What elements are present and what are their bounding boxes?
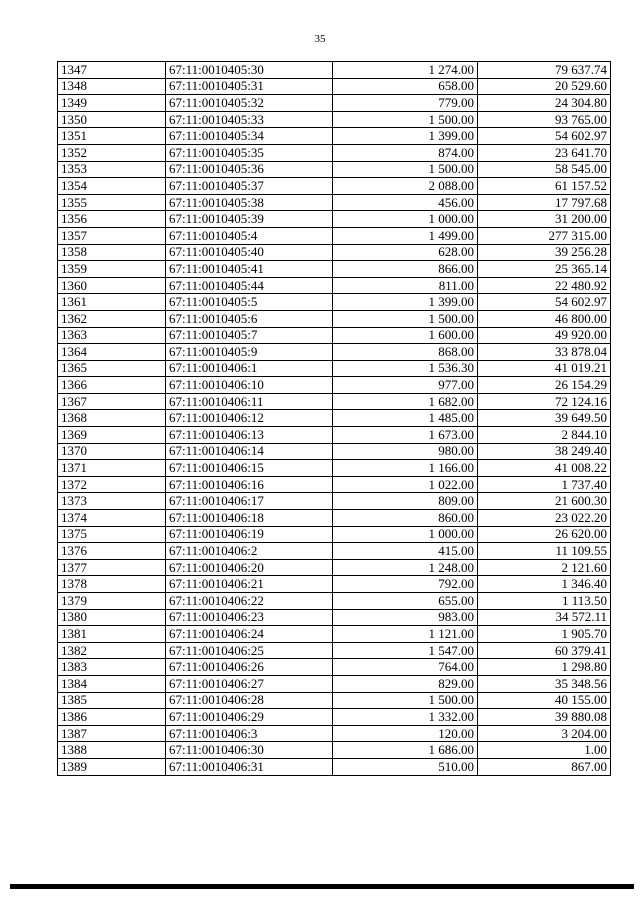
table-row bbox=[58, 576, 611, 593]
area-cell: 1 332.00 bbox=[333, 709, 478, 726]
row-number-cell: 1385 bbox=[58, 692, 166, 709]
area-cell: 510.00 bbox=[333, 758, 478, 775]
table-row bbox=[58, 692, 611, 709]
table-row bbox=[58, 593, 611, 610]
row-number-cell: 1358 bbox=[58, 244, 166, 261]
row-number-cell: 1380 bbox=[58, 609, 166, 626]
cadastral-number-cell: 67:11:0010406:23 bbox=[166, 609, 333, 626]
value-cell: 25 365.14 bbox=[478, 261, 611, 278]
row-number-cell: 1357 bbox=[58, 227, 166, 244]
cadastral-number-cell: 67:11:0010406:1 bbox=[166, 360, 333, 377]
table-row bbox=[58, 161, 611, 178]
cadastral-number-cell: 67:11:0010406:28 bbox=[166, 692, 333, 709]
area-cell: 1 500.00 bbox=[333, 310, 478, 327]
row-number-cell: 1378 bbox=[58, 576, 166, 593]
table-row bbox=[58, 211, 611, 228]
cadastral-number-cell: 67:11:0010406:20 bbox=[166, 559, 333, 576]
table-row bbox=[58, 393, 611, 410]
value-cell: 39 880.08 bbox=[478, 709, 611, 726]
area-cell: 1 500.00 bbox=[333, 161, 478, 178]
cadastral-number-cell: 67:11:0010405:32 bbox=[166, 95, 333, 112]
area-cell: 983.00 bbox=[333, 609, 478, 626]
row-number-cell: 1362 bbox=[58, 310, 166, 327]
area-cell: 655.00 bbox=[333, 593, 478, 610]
value-cell: 93 765.00 bbox=[478, 111, 611, 128]
cadastral-number-cell: 67:11:0010405:40 bbox=[166, 244, 333, 261]
row-number-cell: 1373 bbox=[58, 493, 166, 510]
table-row bbox=[58, 78, 611, 95]
cadastral-number-cell: 67:11:0010406:21 bbox=[166, 576, 333, 593]
table-row bbox=[58, 476, 611, 493]
row-number-cell: 1371 bbox=[58, 460, 166, 477]
row-number-cell: 1384 bbox=[58, 675, 166, 692]
table-row bbox=[58, 758, 611, 775]
cadastral-number-cell: 67:11:0010406:26 bbox=[166, 659, 333, 676]
cadastral-number-cell: 67:11:0010406:22 bbox=[166, 593, 333, 610]
table-row bbox=[58, 111, 611, 128]
value-cell: 40 155.00 bbox=[478, 692, 611, 709]
value-cell: 60 379.41 bbox=[478, 642, 611, 659]
cadastral-number-cell: 67:11:0010405:5 bbox=[166, 294, 333, 311]
row-number-cell: 1364 bbox=[58, 344, 166, 361]
cadastral-number-cell: 67:11:0010406:12 bbox=[166, 410, 333, 427]
area-cell: 1 536.30 bbox=[333, 360, 478, 377]
value-cell: 26 620.00 bbox=[478, 526, 611, 543]
row-number-cell: 1389 bbox=[58, 758, 166, 775]
cadastral-number-cell: 67:11:0010405:4 bbox=[166, 227, 333, 244]
table-row bbox=[58, 227, 611, 244]
row-number-cell: 1363 bbox=[58, 327, 166, 344]
value-cell: 46 800.00 bbox=[478, 310, 611, 327]
value-cell: 33 878.04 bbox=[478, 344, 611, 361]
value-cell: 41 008.22 bbox=[478, 460, 611, 477]
cadastral-number-cell: 67:11:0010406:10 bbox=[166, 377, 333, 394]
area-cell: 1 000.00 bbox=[333, 526, 478, 543]
area-cell: 1 499.00 bbox=[333, 227, 478, 244]
cadastral-number-cell: 67:11:0010405:31 bbox=[166, 78, 333, 95]
table-row bbox=[58, 62, 611, 79]
area-cell: 1 500.00 bbox=[333, 111, 478, 128]
value-cell: 39 256.28 bbox=[478, 244, 611, 261]
table-row bbox=[58, 642, 611, 659]
value-cell: 26 154.29 bbox=[478, 377, 611, 394]
area-cell: 792.00 bbox=[333, 576, 478, 593]
table-row bbox=[58, 277, 611, 294]
table-body bbox=[58, 62, 611, 776]
value-cell: 11 109.55 bbox=[478, 543, 611, 560]
value-cell: 54 602.97 bbox=[478, 128, 611, 145]
value-cell: 41 019.21 bbox=[478, 360, 611, 377]
row-number-cell: 1377 bbox=[58, 559, 166, 576]
row-number-cell: 1365 bbox=[58, 360, 166, 377]
value-cell: 79 637.74 bbox=[478, 62, 611, 79]
cadastral-number-cell: 67:11:0010405:7 bbox=[166, 327, 333, 344]
cadastral-number-cell: 67:11:0010406:11 bbox=[166, 393, 333, 410]
area-cell: 658.00 bbox=[333, 78, 478, 95]
table-row bbox=[58, 543, 611, 560]
row-number-cell: 1351 bbox=[58, 128, 166, 145]
row-number-cell: 1381 bbox=[58, 626, 166, 643]
value-cell: 24 304.80 bbox=[478, 95, 611, 112]
row-number-cell: 1349 bbox=[58, 95, 166, 112]
value-cell: 39 649.50 bbox=[478, 410, 611, 427]
value-cell: 34 572.11 bbox=[478, 609, 611, 626]
area-cell: 829.00 bbox=[333, 675, 478, 692]
area-cell: 456.00 bbox=[333, 194, 478, 211]
row-number-cell: 1356 bbox=[58, 211, 166, 228]
row-number-cell: 1382 bbox=[58, 642, 166, 659]
table-row bbox=[58, 443, 611, 460]
table-row bbox=[58, 327, 611, 344]
table-row bbox=[58, 178, 611, 195]
area-cell: 120.00 bbox=[333, 725, 478, 742]
area-cell: 2 088.00 bbox=[333, 178, 478, 195]
cadastral-number-cell: 67:11:0010406:2 bbox=[166, 543, 333, 560]
area-cell: 980.00 bbox=[333, 443, 478, 460]
value-cell: 31 200.00 bbox=[478, 211, 611, 228]
page-number: 35 bbox=[314, 33, 326, 45]
row-number-cell: 1361 bbox=[58, 294, 166, 311]
cadastral-number-cell: 67:11:0010405:36 bbox=[166, 161, 333, 178]
table-row bbox=[58, 510, 611, 527]
cadastral-number-cell: 67:11:0010405:6 bbox=[166, 310, 333, 327]
area-cell: 1 600.00 bbox=[333, 327, 478, 344]
cadastral-number-cell: 67:11:0010405:38 bbox=[166, 194, 333, 211]
table-row bbox=[58, 144, 611, 161]
cadastral-number-cell: 67:11:0010405:39 bbox=[166, 211, 333, 228]
table-row bbox=[58, 725, 611, 742]
value-cell: 20 529.60 bbox=[478, 78, 611, 95]
area-cell: 1 500.00 bbox=[333, 692, 478, 709]
area-cell: 811.00 bbox=[333, 277, 478, 294]
row-number-cell: 1369 bbox=[58, 427, 166, 444]
row-number-cell: 1368 bbox=[58, 410, 166, 427]
row-number-cell: 1387 bbox=[58, 725, 166, 742]
value-cell: 1 905.70 bbox=[478, 626, 611, 643]
row-number-cell: 1375 bbox=[58, 526, 166, 543]
cadastral-number-cell: 67:11:0010405:30 bbox=[166, 62, 333, 79]
table-row bbox=[58, 310, 611, 327]
value-cell: 49 920.00 bbox=[478, 327, 611, 344]
area-cell: 1 274.00 bbox=[333, 62, 478, 79]
row-number-cell: 1352 bbox=[58, 144, 166, 161]
row-number-cell: 1383 bbox=[58, 659, 166, 676]
cadastral-number-cell: 67:11:0010406:3 bbox=[166, 725, 333, 742]
value-cell: 38 249.40 bbox=[478, 443, 611, 460]
row-number-cell: 1367 bbox=[58, 393, 166, 410]
table-row bbox=[58, 559, 611, 576]
cadastral-number-cell: 67:11:0010406:27 bbox=[166, 675, 333, 692]
row-number-cell: 1372 bbox=[58, 476, 166, 493]
value-cell: 1 298.80 bbox=[478, 659, 611, 676]
value-cell: 3 204.00 bbox=[478, 725, 611, 742]
row-number-cell: 1376 bbox=[58, 543, 166, 560]
area-cell: 1 399.00 bbox=[333, 128, 478, 145]
table-row bbox=[58, 675, 611, 692]
row-number-cell: 1354 bbox=[58, 178, 166, 195]
value-cell: 22 480.92 bbox=[478, 277, 611, 294]
value-cell: 2 121.60 bbox=[478, 559, 611, 576]
cadastral-number-cell: 67:11:0010405:44 bbox=[166, 277, 333, 294]
area-cell: 415.00 bbox=[333, 543, 478, 560]
table-row bbox=[58, 659, 611, 676]
area-cell: 977.00 bbox=[333, 377, 478, 394]
cadastral-number-cell: 67:11:0010406:30 bbox=[166, 742, 333, 759]
cadastral-number-cell: 67:11:0010406:29 bbox=[166, 709, 333, 726]
value-cell: 1 113.50 bbox=[478, 593, 611, 610]
cadastral-number-cell: 67:11:0010406:17 bbox=[166, 493, 333, 510]
area-cell: 1 682.00 bbox=[333, 393, 478, 410]
table-row bbox=[58, 360, 611, 377]
cadastral-number-cell: 67:11:0010405:9 bbox=[166, 344, 333, 361]
table-row bbox=[58, 128, 611, 145]
row-number-cell: 1359 bbox=[58, 261, 166, 278]
footer-rule bbox=[10, 884, 634, 889]
cadastral-number-cell: 67:11:0010406:18 bbox=[166, 510, 333, 527]
area-cell: 628.00 bbox=[333, 244, 478, 261]
table-row bbox=[58, 609, 611, 626]
table-row bbox=[58, 194, 611, 211]
value-cell: 1.00 bbox=[478, 742, 611, 759]
area-cell: 1 022.00 bbox=[333, 476, 478, 493]
area-cell: 868.00 bbox=[333, 344, 478, 361]
value-cell: 54 602.97 bbox=[478, 294, 611, 311]
area-cell: 779.00 bbox=[333, 95, 478, 112]
area-cell: 1 248.00 bbox=[333, 559, 478, 576]
value-cell: 1 346.40 bbox=[478, 576, 611, 593]
table-row bbox=[58, 493, 611, 510]
table-row bbox=[58, 742, 611, 759]
value-cell: 2 844.10 bbox=[478, 427, 611, 444]
table-row bbox=[58, 410, 611, 427]
area-cell: 1 000.00 bbox=[333, 211, 478, 228]
cadastral-number-cell: 67:11:0010405:37 bbox=[166, 178, 333, 195]
area-cell: 1 673.00 bbox=[333, 427, 478, 444]
area-cell: 874.00 bbox=[333, 144, 478, 161]
row-number-cell: 1353 bbox=[58, 161, 166, 178]
value-cell: 35 348.56 bbox=[478, 675, 611, 692]
row-number-cell: 1360 bbox=[58, 277, 166, 294]
table-row bbox=[58, 626, 611, 643]
value-cell: 1 737.40 bbox=[478, 476, 611, 493]
table-row bbox=[58, 709, 611, 726]
cadastral-number-cell: 67:11:0010406:19 bbox=[166, 526, 333, 543]
row-number-cell: 1379 bbox=[58, 593, 166, 610]
cadastral-number-cell: 67:11:0010405:35 bbox=[166, 144, 333, 161]
value-cell: 72 124.16 bbox=[478, 393, 611, 410]
table-row bbox=[58, 95, 611, 112]
area-cell: 1 399.00 bbox=[333, 294, 478, 311]
table-row bbox=[58, 427, 611, 444]
row-number-cell: 1374 bbox=[58, 510, 166, 527]
cadastral-number-cell: 67:11:0010406:13 bbox=[166, 427, 333, 444]
area-cell: 1 547.00 bbox=[333, 642, 478, 659]
row-number-cell: 1388 bbox=[58, 742, 166, 759]
cadastral-number-cell: 67:11:0010405:41 bbox=[166, 261, 333, 278]
area-cell: 1 686.00 bbox=[333, 742, 478, 759]
cadastral-number-cell: 67:11:0010405:33 bbox=[166, 111, 333, 128]
value-cell: 867.00 bbox=[478, 758, 611, 775]
cadastral-number-cell: 67:11:0010406:15 bbox=[166, 460, 333, 477]
area-cell: 809.00 bbox=[333, 493, 478, 510]
row-number-cell: 1355 bbox=[58, 194, 166, 211]
table-row bbox=[58, 526, 611, 543]
cadastral-number-cell: 67:11:0010406:14 bbox=[166, 443, 333, 460]
cadastral-number-cell: 67:11:0010406:25 bbox=[166, 642, 333, 659]
value-cell: 58 545.00 bbox=[478, 161, 611, 178]
row-number-cell: 1347 bbox=[58, 62, 166, 79]
row-number-cell: 1370 bbox=[58, 443, 166, 460]
area-cell: 866.00 bbox=[333, 261, 478, 278]
row-number-cell: 1366 bbox=[58, 377, 166, 394]
row-number-cell: 1386 bbox=[58, 709, 166, 726]
table-row bbox=[58, 261, 611, 278]
value-cell: 21 600.30 bbox=[478, 493, 611, 510]
value-cell: 23 641.70 bbox=[478, 144, 611, 161]
area-cell: 860.00 bbox=[333, 510, 478, 527]
table-row bbox=[58, 244, 611, 261]
table-row bbox=[58, 460, 611, 477]
area-cell: 1 485.00 bbox=[333, 410, 478, 427]
table-row bbox=[58, 294, 611, 311]
table-row bbox=[58, 377, 611, 394]
value-cell: 23 022.20 bbox=[478, 510, 611, 527]
value-cell: 61 157.52 bbox=[478, 178, 611, 195]
cadastral-number-cell: 67:11:0010406:24 bbox=[166, 626, 333, 643]
area-cell: 764.00 bbox=[333, 659, 478, 676]
cadastral-table bbox=[57, 61, 611, 776]
cadastral-number-cell: 67:11:0010406:31 bbox=[166, 758, 333, 775]
table-row bbox=[58, 344, 611, 361]
row-number-cell: 1348 bbox=[58, 78, 166, 95]
area-cell: 1 121.00 bbox=[333, 626, 478, 643]
cadastral-number-cell: 67:11:0010406:16 bbox=[166, 476, 333, 493]
value-cell: 17 797.68 bbox=[478, 194, 611, 211]
cadastral-number-cell: 67:11:0010405:34 bbox=[166, 128, 333, 145]
row-number-cell: 1350 bbox=[58, 111, 166, 128]
area-cell: 1 166.00 bbox=[333, 460, 478, 477]
value-cell: 277 315.00 bbox=[478, 227, 611, 244]
